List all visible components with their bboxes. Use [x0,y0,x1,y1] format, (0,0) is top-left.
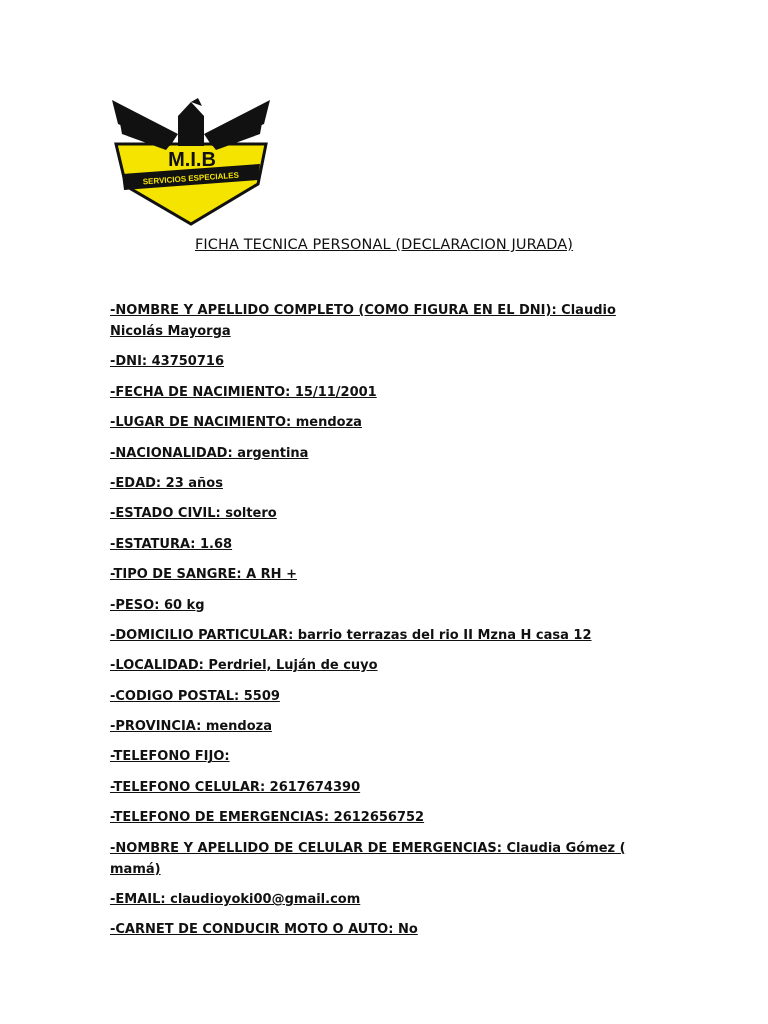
document-title: FICHA TECNICA PERSONAL (DECLARACION JURADA) [194,237,574,253]
field-mobile: -TELEFONO CELULAR: 2617674390 [110,779,361,795]
field-height: -ESTATURA: 1.68 [110,536,233,552]
field-dni: -DNI: 43750716 [110,354,224,370]
logo-subtitle: SERVICIOS ESPECIALES [142,170,240,187]
field-emergency-contact: -NOMBRE Y APELLIDO DE CELULAR DE EMERGENCIAS: Claudia Gómez ( mamá) [110,840,626,877]
field-province: -PROVINCIA: mendoza [110,719,273,735]
field-marital-status: -ESTADO CIVIL: soltero [110,506,277,522]
field-blood-type: -TIPO DE SANGRE: A RH + [110,567,297,583]
field-birth-date: -FECHA DE NACIMIENTO: 15/11/2001 [110,384,377,400]
logo-title: M.I.B [168,149,216,171]
field-landline: -TELEFONO FIJO: [110,749,230,765]
mib-logo [108,94,274,228]
field-locality: -LOCALIDAD: Perdriel, Luján de cuyo [110,658,378,674]
field-emergency-phone: -TELEFONO DE EMERGENCIAS: 2612656752 [110,810,425,826]
field-address: -DOMICILIO PARTICULAR: barrio terrazas del rio II Mzna H casa 12 [110,627,592,643]
field-list [110,300,670,950]
field-driver-license: -CARNET DE CONDUCIR MOTO O AUTO: No [110,922,418,938]
field-birth-place: -LUGAR DE NACIMIENTO: mendoza [110,415,362,431]
field-email: -EMAIL: claudioyoki00@gmail.com [110,892,361,908]
field-postal-code: -CODIGO POSTAL: 5509 [110,688,280,704]
field-full-name: -NOMBRE Y APELLIDO COMPLETO (COMO FIGURA EN EL DNI): Claudio Nicolás Mayorga [110,303,616,339]
field-age: -EDAD: 23 años [110,475,223,491]
field-nationality: -NACIONALIDAD: argentina [110,445,309,461]
field-weight: -PESO: 60 kg [110,597,205,613]
